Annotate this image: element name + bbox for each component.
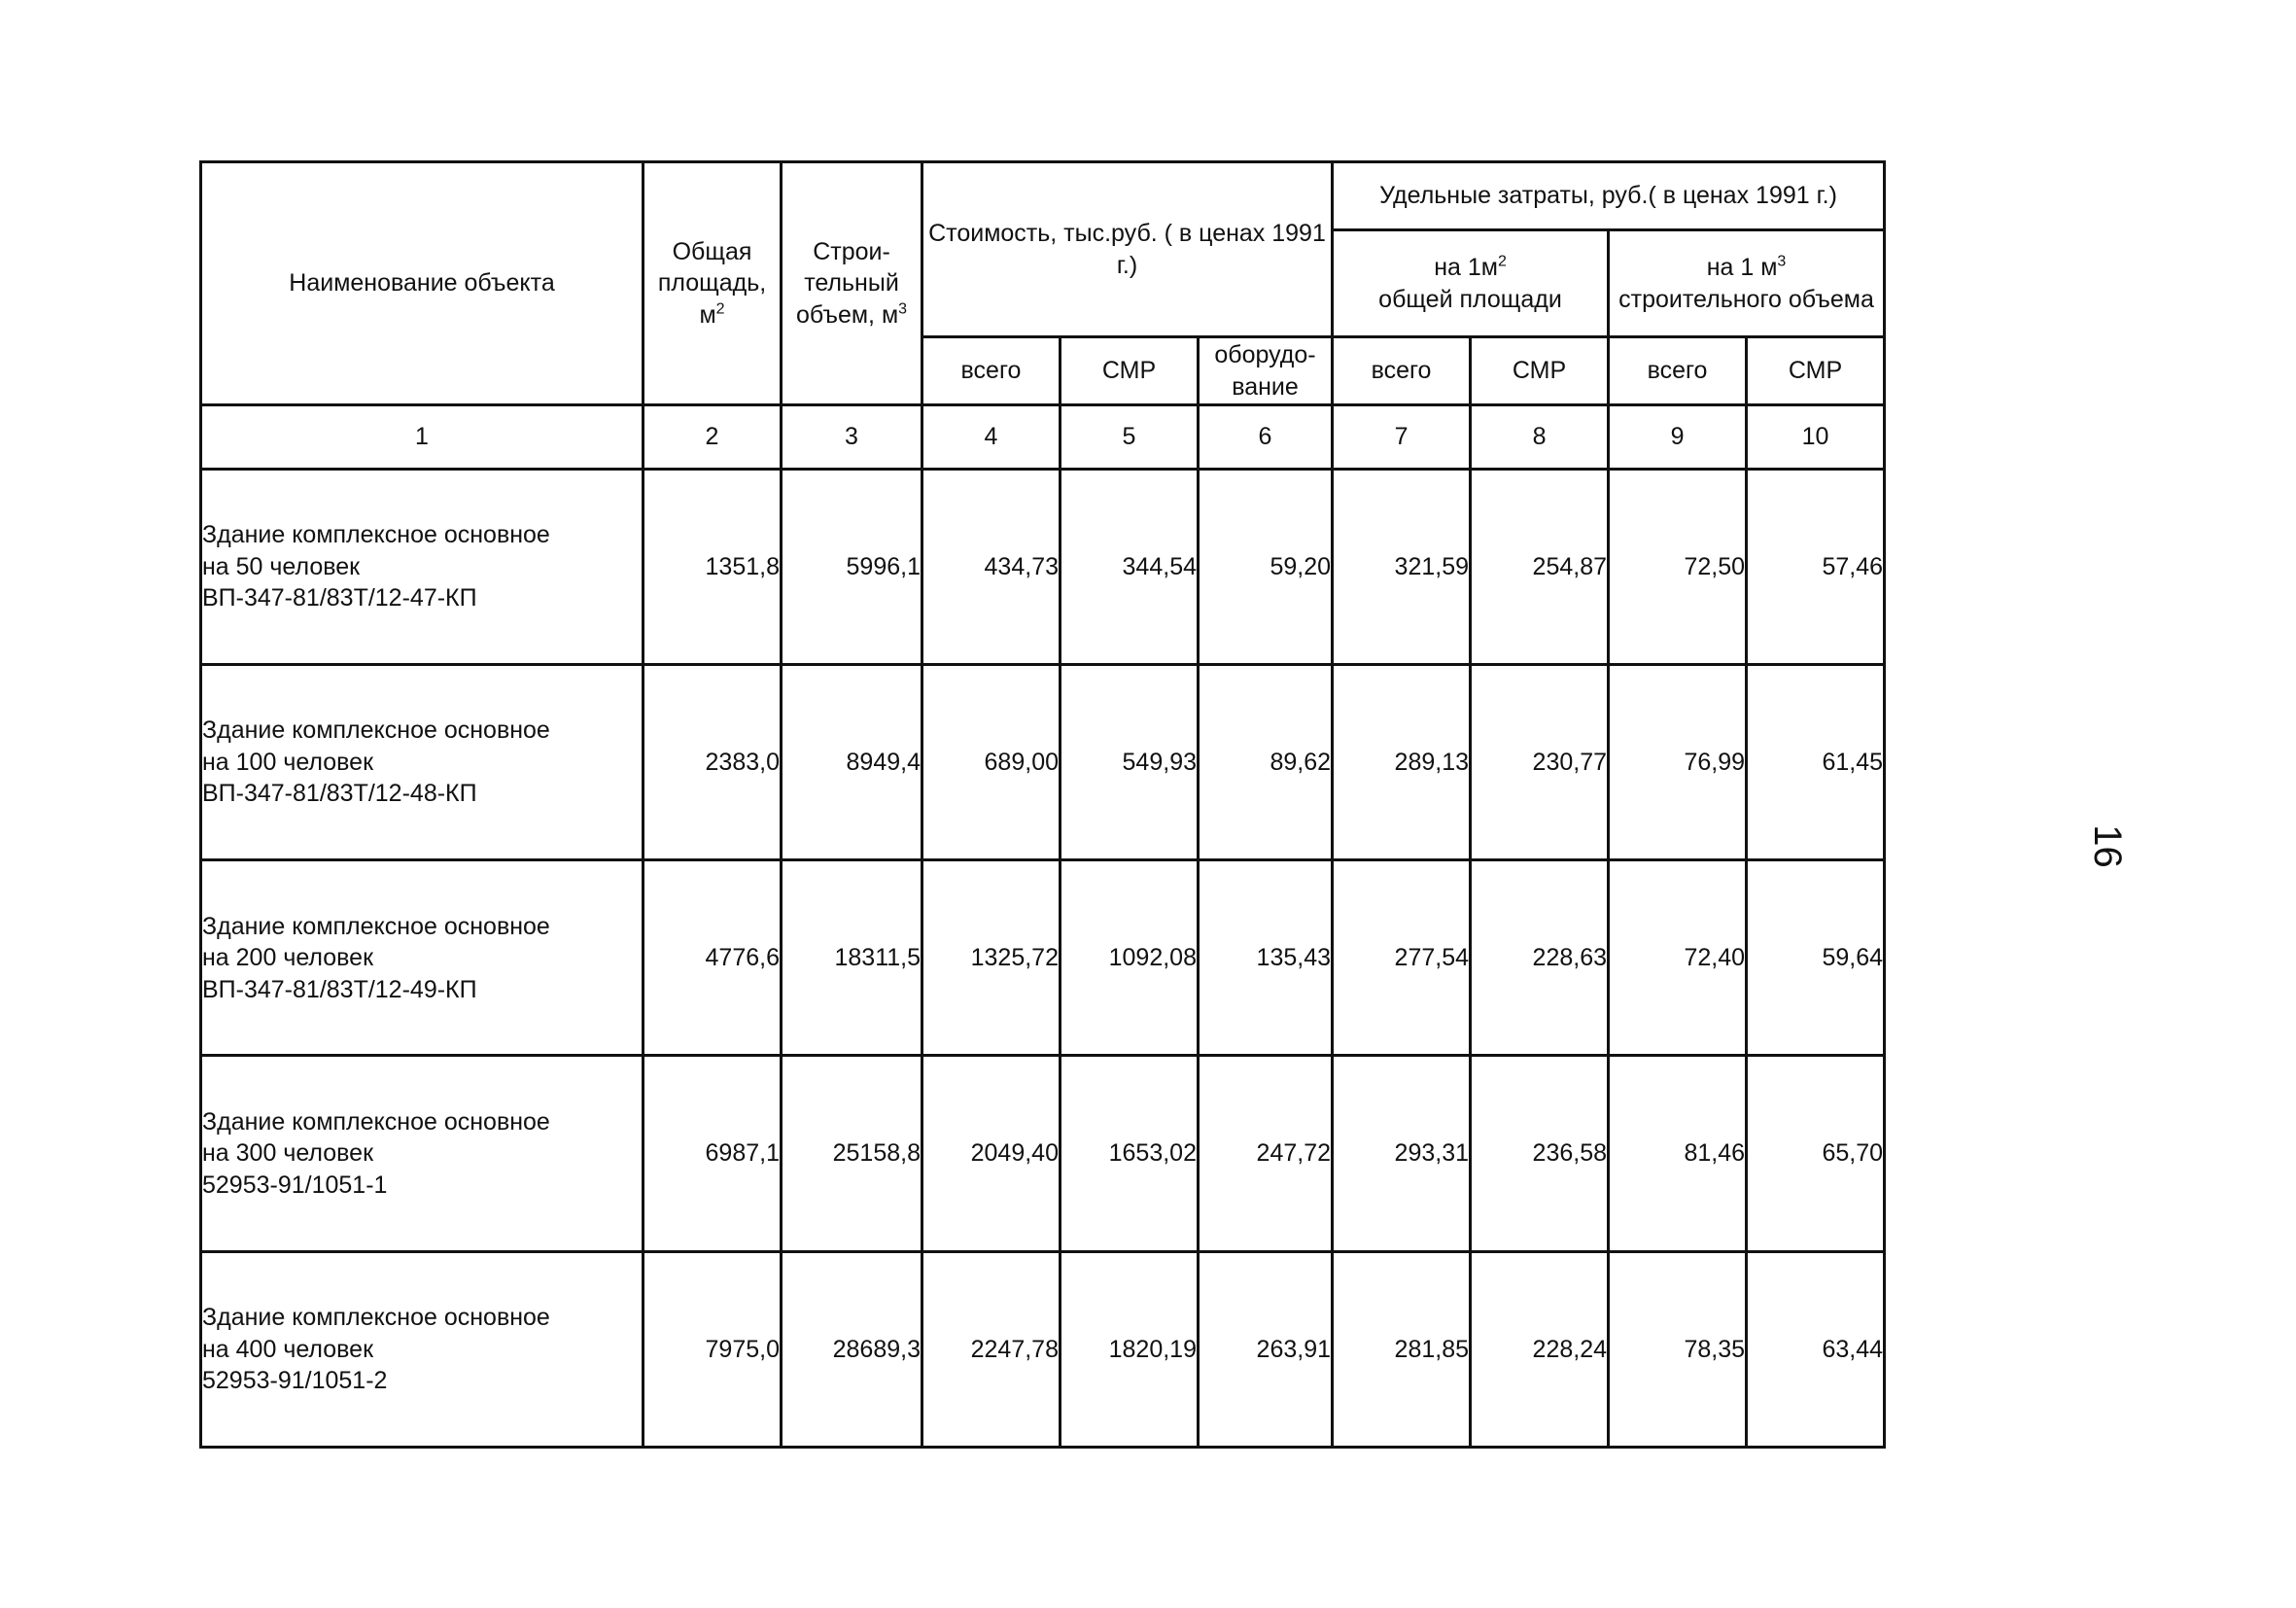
m2-total-cell: 321,59 xyxy=(1333,469,1471,664)
header-specific-costs: Удельные затраты, руб.( в ценах 1991 г.) xyxy=(1333,162,1885,230)
object-code: ВП-347-81/83Т/12-49-КП xyxy=(202,975,477,1003)
header-per-m3: на 1 $м^3$ строительного объема xyxy=(1609,230,1885,337)
column-number: 2 xyxy=(644,405,782,470)
cost-smr-cell: 1820,19 xyxy=(1061,1251,1199,1447)
m2-smr-cell: 236,58 xyxy=(1471,1056,1609,1251)
object-code: 52953-91/1051-2 xyxy=(202,1367,388,1395)
header-total-area: Общая площадь, $м^2$ xyxy=(644,162,782,405)
header-cost-group: Стоимость, тыс.руб. ( в ценах 1991 г.) xyxy=(922,162,1333,337)
m3-total-cell: 81,46 xyxy=(1609,1056,1747,1251)
object-name-line: Здание комплексное основное xyxy=(202,717,550,745)
m3-total-cell: 76,99 xyxy=(1609,664,1747,859)
m3-total-cell: 78,35 xyxy=(1609,1251,1747,1447)
total-area-cell: 7975,0 xyxy=(644,1251,782,1447)
cost-table-container xyxy=(199,160,1883,1449)
m2-smr-cell: 254,87 xyxy=(1471,469,1609,664)
m3-smr-cell: 63,44 xyxy=(1747,1251,1885,1447)
object-name-cell xyxy=(201,860,644,1056)
m3-total-cell: 72,50 xyxy=(1609,469,1747,664)
header-m3-smr: СМР xyxy=(1747,337,1885,405)
header-per-m2: на $1м^2$ общей площади xyxy=(1333,230,1609,337)
column-number: 7 xyxy=(1333,405,1471,470)
table-header xyxy=(201,162,1885,405)
m2-total-cell: 293,31 xyxy=(1333,1056,1471,1251)
object-name-cell xyxy=(201,1056,644,1251)
object-name-cell xyxy=(201,664,644,859)
m2-smr-cell: 228,24 xyxy=(1471,1251,1609,1447)
m2-total-cell: 289,13 xyxy=(1333,664,1471,859)
cost-equipment-cell: 263,91 xyxy=(1199,1251,1333,1447)
cost-smr-cell: 344,54 xyxy=(1061,469,1199,664)
total-area-cell: 2383,0 xyxy=(644,664,782,859)
object-name-line: Здание комплексное основное xyxy=(202,1107,550,1136)
object-name-cell xyxy=(201,1251,644,1447)
total-area-cell: 1351,8 xyxy=(644,469,782,664)
m3-smr-cell: 61,45 xyxy=(1747,664,1885,859)
cost-total-cell: 2049,40 xyxy=(922,1056,1061,1251)
table-row xyxy=(201,1056,1885,1251)
table-row xyxy=(201,664,1885,859)
object-name-line: Здание комплексное основное xyxy=(202,912,550,940)
header-cost-total: всего xyxy=(922,337,1061,405)
object-name-line: на 100 человек xyxy=(202,748,374,776)
column-number: 1 xyxy=(201,405,644,470)
cost-total-cell: 689,00 xyxy=(922,664,1061,859)
object-name-line: на 50 человек xyxy=(202,552,361,580)
column-number: 3 xyxy=(782,405,922,470)
page-number: 16 xyxy=(2085,824,2129,868)
object-name-line: Здание комплексное основное xyxy=(202,521,550,549)
table-body xyxy=(201,405,1885,1448)
building-volume-cell: 8949,4 xyxy=(782,664,922,859)
cost-equipment-cell: 89,62 xyxy=(1199,664,1333,859)
table-row xyxy=(201,860,1885,1056)
building-volume-cell: 18311,5 xyxy=(782,860,922,1056)
object-name-line: на 400 человек xyxy=(202,1335,374,1363)
cost-equipment-cell: 59,20 xyxy=(1199,469,1333,664)
cost-table xyxy=(199,160,1886,1449)
cost-equipment-cell: 135,43 xyxy=(1199,860,1333,1056)
object-name-line: на 200 человек xyxy=(202,944,374,972)
column-number: 9 xyxy=(1609,405,1747,470)
column-number: 8 xyxy=(1471,405,1609,470)
header-cost-equipment: оборудо-вание xyxy=(1199,337,1333,405)
m3-smr-cell: 65,70 xyxy=(1747,1056,1885,1251)
m3-total-cell: 72,40 xyxy=(1609,860,1747,1056)
header-building-volume: Строи-тельный объем, $м^3$ xyxy=(782,162,922,405)
cost-total-cell: 1325,72 xyxy=(922,860,1061,1056)
cost-smr-cell: 1092,08 xyxy=(1061,860,1199,1056)
m3-smr-cell: 57,46 xyxy=(1747,469,1885,664)
building-volume-cell: 25158,8 xyxy=(782,1056,922,1251)
column-number: 6 xyxy=(1199,405,1333,470)
m2-total-cell: 281,85 xyxy=(1333,1251,1471,1447)
table-row xyxy=(201,469,1885,664)
object-name-line: Здание комплексное основное xyxy=(202,1304,550,1332)
total-area-cell: 6987,1 xyxy=(644,1056,782,1251)
object-code: 52953-91/1051-1 xyxy=(202,1171,388,1199)
column-number-row xyxy=(201,405,1885,470)
m2-smr-cell: 230,77 xyxy=(1471,664,1609,859)
object-name-line: на 300 человек xyxy=(202,1139,374,1168)
cost-smr-cell: 1653,02 xyxy=(1061,1056,1199,1251)
column-number: 5 xyxy=(1061,405,1199,470)
column-number: 4 xyxy=(922,405,1061,470)
cost-total-cell: 2247,78 xyxy=(922,1251,1061,1447)
cost-total-cell: 434,73 xyxy=(922,469,1061,664)
header-m2-smr: СМР xyxy=(1471,337,1609,405)
object-code: ВП-347-81/83Т/12-48-КП xyxy=(202,780,477,808)
building-volume-cell: 5996,1 xyxy=(782,469,922,664)
building-volume-cell: 28689,3 xyxy=(782,1251,922,1447)
m2-smr-cell: 228,63 xyxy=(1471,860,1609,1056)
table-row xyxy=(201,1251,1885,1447)
header-cost-smr: СМР xyxy=(1061,337,1199,405)
object-code: ВП-347-81/83Т/12-47-КП xyxy=(202,584,477,612)
column-number: 10 xyxy=(1747,405,1885,470)
object-name-cell xyxy=(201,469,644,664)
header-m3-total: всего xyxy=(1609,337,1747,405)
header-m2-total: всего xyxy=(1333,337,1471,405)
cost-equipment-cell: 247,72 xyxy=(1199,1056,1333,1251)
header-object-name: Наименование объекта xyxy=(201,162,644,405)
cost-smr-cell: 549,93 xyxy=(1061,664,1199,859)
total-area-cell: 4776,6 xyxy=(644,860,782,1056)
m3-smr-cell: 59,64 xyxy=(1747,860,1885,1056)
m2-total-cell: 277,54 xyxy=(1333,860,1471,1056)
